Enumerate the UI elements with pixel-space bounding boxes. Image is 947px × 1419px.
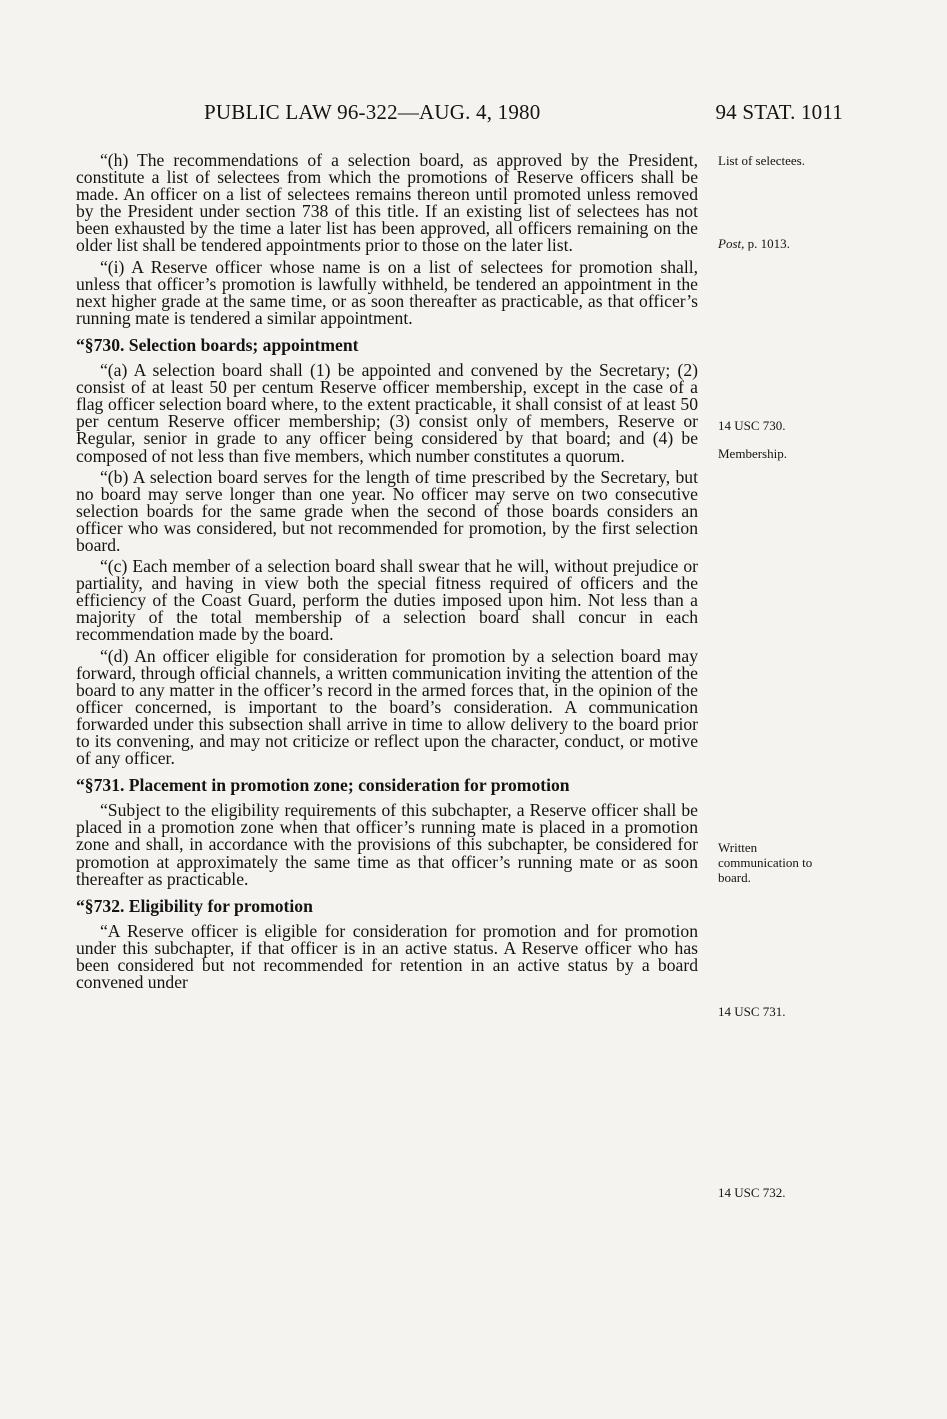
law-text-body bbox=[76, 152, 698, 995]
paragraph-730a: “(a) A selection board shall (1) be appointed and convened by the Secretary; (2) consist of at least 50 per centum Reserve officer membership, except in the case of a flag officer selection board where, to the extent practicable, it shall consist of at least 50 per centum Reserve officer membership; (3) consist only of members, Reserve or Regular, senior in grade to any officer being considered by that board; and (4) be composed of not less than five members, which number constitutes a quorum. bbox=[76, 360, 698, 466]
margin-note-membership: Membership. bbox=[718, 446, 787, 461]
paragraph-730c: “(c) Each member of a selection board shall swear that he will, without prejudice or partiality, and having in view both the special fitness required of officers and the efficiency of the Coast Guard, perform the duties imposed upon him. Not less than a majority of the total membership of a selection board shall concur in each recommendation made by the board. bbox=[76, 556, 698, 645]
paragraph-h: “(h) The recommendations of a selection board, as approved by the President, constitute a list of selectees from which the promotions of Reserve officers shall be made. An officer on a list of selectees remains thereon until promoted unless removed by the President under section 738 of this title. If an existing list of selectees has not been exhausted by the time a later list has been approved, all officers remaining on the older list shall be tendered appointments prior to those on the later list. bbox=[76, 150, 698, 256]
paragraph-i: “(i) A Reserve officer whose name is on a list of selectees for promotion shall, unless that officer’s promotion is lawfully withheld, be tendered an appointment in the next higher grade at the same time, or as soon thereafter as practicable, as that officer’s running mate is tendered a similar appointment. bbox=[76, 256, 698, 328]
paragraph-730b: “(b) A selection board serves for the length of time prescribed by the Secretary, but no board may serve longer than one year. No officer may serve on two consecutive selection boards for the same grade when the second of those boards considers an officer who was considered, but not recommended for promotion, by the first selection board. bbox=[76, 466, 698, 555]
paragraph-732: “A Reserve officer is eligible for consideration for promotion and for promotion under this subchapter, if that officer is in an active status. A Reserve officer who has been considered but not recommended for retention in an active status by a board convened under bbox=[76, 920, 698, 993]
public-law-title: PUBLIC LAW 96-322—AUG. 4, 1980 bbox=[204, 100, 541, 124]
margin-note-list-selectees: List of selectees. bbox=[718, 153, 805, 168]
statute-page-number: 94 STAT. 1011 bbox=[715, 100, 843, 124]
section-731-heading: “§731. Placement in promotion zone; consideration for promotion bbox=[76, 775, 570, 796]
post-page: p. 1013. bbox=[744, 236, 790, 251]
page-header bbox=[204, 100, 843, 130]
margin-note-post-reference bbox=[718, 236, 838, 251]
paragraph-731: “Subject to the eligibility requirements of this subchapter, a Reserve officer shall be placed in a promotion zone when that officer’s running mate is placed in a promotion zone and shall, in accordance with the provisions of this subchapter, be considered for promotion at approximately the same time as that officer’s running mate or as soon thereafter as practicable. bbox=[76, 800, 698, 889]
margin-note-usc-730: 14 USC 730. bbox=[718, 418, 786, 433]
margin-note-written-communication: Written communication to board. bbox=[718, 840, 813, 885]
paragraph-730d: “(d) An officer eligible for consideration for promotion by a selection board may forward, through official channels, a written communication inviting the attention of the board to any matter in the officer’s record in the armed forces that, in the opinion of the officer concerned, is important to the board’s consideration. A communication forwarded under this subsection shall arrive in time to allow delivery to the board prior to its convening, and may not criticize or reflect upon the character, conduct, or motive of any officer. bbox=[76, 645, 698, 769]
margin-note-usc-732: 14 USC 732. bbox=[718, 1185, 786, 1200]
section-730-heading: “§730. Selection boards; appointment bbox=[76, 334, 359, 355]
margin-note-usc-731: 14 USC 731. bbox=[718, 1004, 786, 1019]
section-732-heading: “§732. Eligibility for promotion bbox=[76, 895, 313, 916]
post-italic: Post, bbox=[718, 236, 745, 251]
